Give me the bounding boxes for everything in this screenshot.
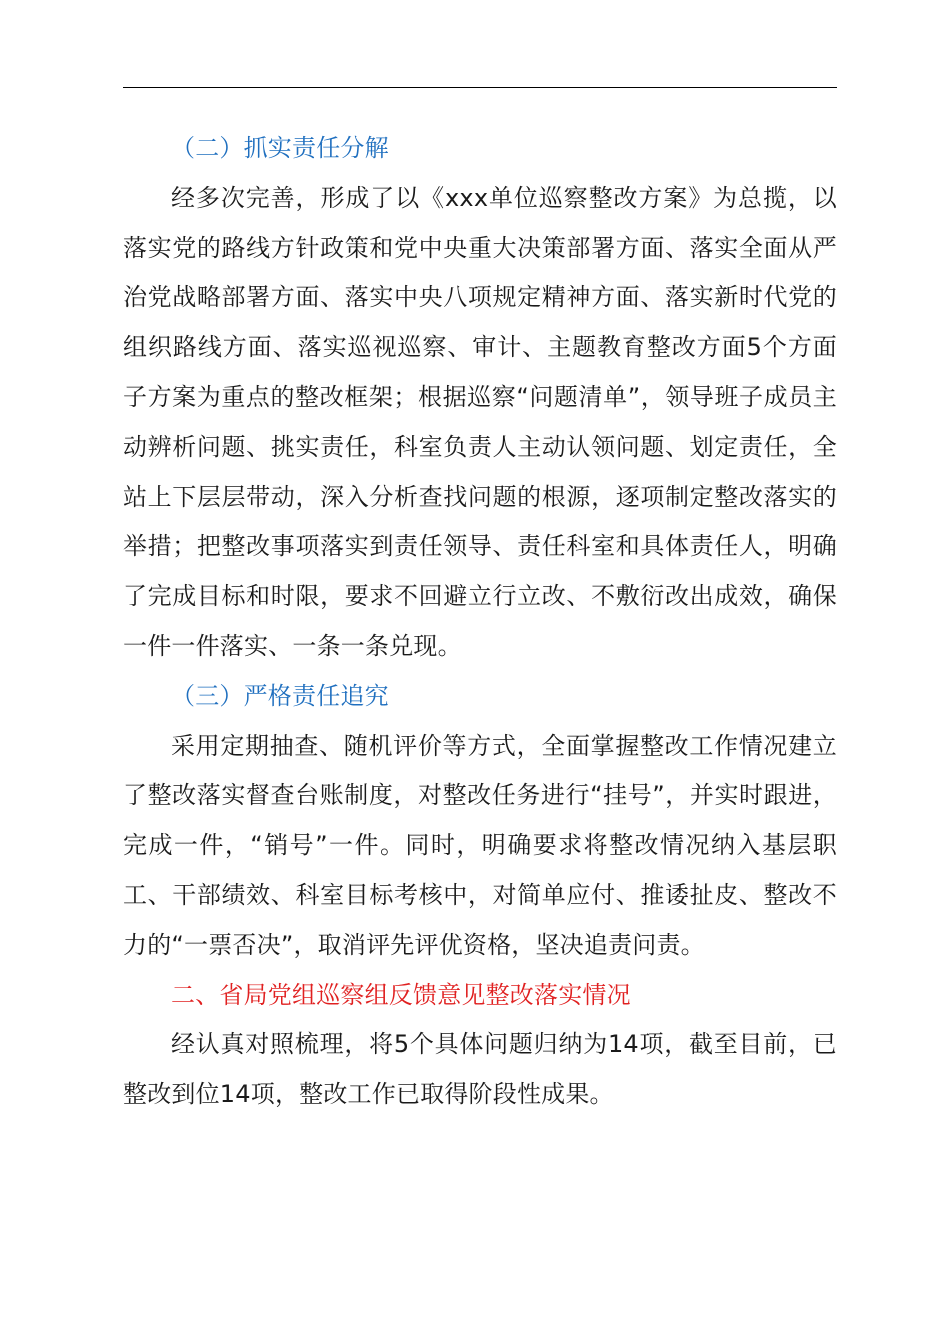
document-body: [123, 124, 837, 1120]
section-heading-inspection-feedback: 二、省局党组巡察组反馈意见整改落实情况: [171, 980, 631, 1009]
section-heading-responsibility-decomposition: （二）抓实责任分解: [171, 134, 389, 162]
section-paragraph-accountability: 采用定期抽查、随机评价等方式，全面掌握整改工作情况建立了整改落实督查台账制度，对整改任务进行“挂号”，并实时跟进，完成一件，“销号”一件。同时，明确要求将整改情况纳入基层职工、干部绩效、科室目标考核中，对简单应付、推诿扯皮、整改不力的“一票否决”，取消评先评优资格，坚决追责问责。: [123, 731, 837, 959]
section-paragraph-responsibility-decomposition: 经多次完善，形成了以《xxx单位巡察整改方案》为总揽，以落实党的路线方针政策和党中央重大决策部署方面、落实全面从严治党战略部署方面、落实中央八项规定精神方面、落实新时代党的组织路线方面、落实巡视巡察、审计、主题教育整改方面5个方面子方案为重点的整改框架；根据巡察“问题清单”，领导班子成员主动辨析问题、挑实责任，科室负责人主动认领问题、划定责任，全站上下层层带动，深入分析查找问题的根源，逐项制定整改落实的举措；把整改事项落实到责任领导、责任科室和具体责任人，明确了完成目标和时限，要求不回避立行立改、不敷衍改出成效，确保一件一件落实、一条一条兑现。: [123, 183, 837, 660]
section-heading-accountability: （三）严格责任追究: [171, 681, 389, 710]
section-paragraph-inspection-feedback: 经认真对照梳理，将5个具体问题归纳为14项，截至目前，已整改到位14项，整改工作已取得阶段性成果。: [123, 1030, 837, 1109]
header-rule: [123, 87, 837, 88]
